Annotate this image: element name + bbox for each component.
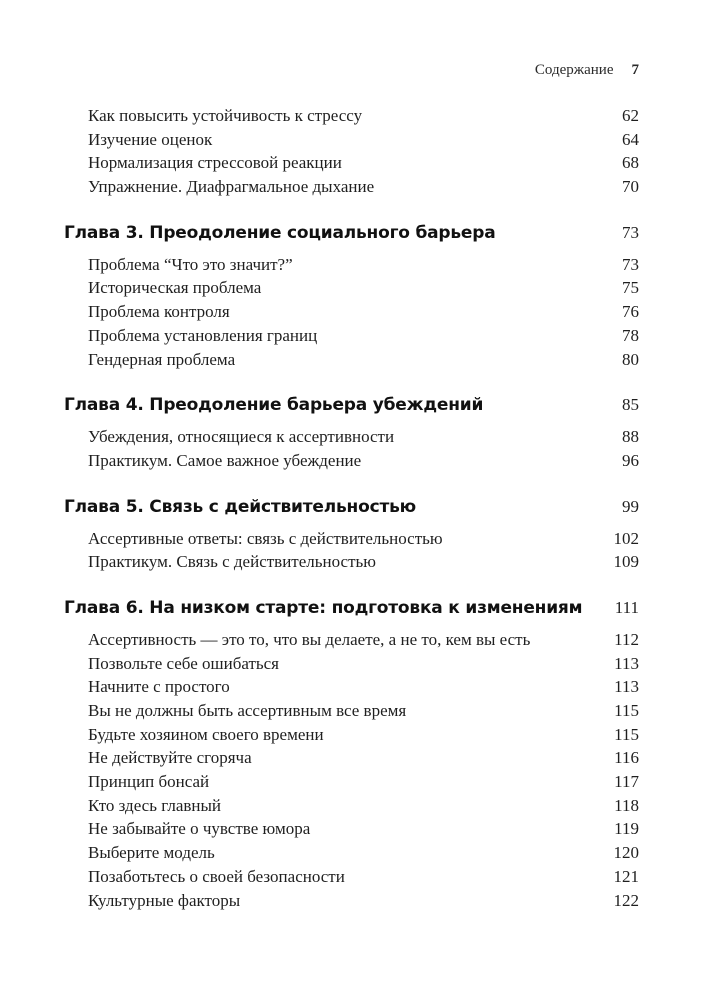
toc-entry xyxy=(64,794,639,818)
toc-entry-title: Как повысить устойчивость к стрессу xyxy=(88,106,363,125)
toc-chapter-heading xyxy=(64,392,639,418)
toc-entry xyxy=(64,348,639,372)
toc-entry xyxy=(64,253,639,277)
toc-chapter-title: Глава 6. На низком старте: подготовка к изменениям xyxy=(64,597,583,618)
toc-entry-title: Гендерная проблема xyxy=(88,349,236,369)
toc-entry-page: 122 xyxy=(613,890,639,910)
toc-entry-title: Кто здесь главный xyxy=(88,795,222,815)
toc-entry-page: 62 xyxy=(622,106,639,125)
toc-chapter-page: 73 xyxy=(622,222,639,242)
toc-entry-page: 73 xyxy=(622,254,639,274)
toc-chapter-title: Глава 4. Преодоление барьера убеждений xyxy=(64,395,484,416)
toc-entry xyxy=(64,324,639,348)
toc-entry-title: Ассертивные ответы: связь с действительностью xyxy=(88,528,443,548)
toc-entry-page: 116 xyxy=(614,748,639,768)
toc-chapter-heading xyxy=(64,595,639,621)
toc-entry-title: Культурные факторы xyxy=(88,890,241,910)
toc-entry-page: 68 xyxy=(622,153,639,173)
toc-entry xyxy=(64,550,639,574)
toc-entry-title: Упражнение. Диафрагмальное дыхание xyxy=(88,177,375,197)
running-head-page-number: 7 xyxy=(631,62,639,78)
toc-entry xyxy=(64,628,639,652)
toc-entry xyxy=(64,276,639,300)
toc-entry-title: Начните с простого xyxy=(88,677,230,697)
toc-entry-page: 120 xyxy=(613,843,639,863)
toc-entry-page: 119 xyxy=(614,819,639,839)
toc-entry xyxy=(64,449,639,473)
toc-entry xyxy=(64,104,639,128)
toc-chapter-page: 111 xyxy=(614,597,639,617)
toc-entry-title: Выберите модель xyxy=(88,843,215,863)
toc-entry-title: Нормализация стрессовой реакции xyxy=(88,153,342,173)
toc-entry xyxy=(64,770,639,794)
toc-entry xyxy=(64,151,639,175)
toc-entry-page: 70 xyxy=(622,177,639,197)
toc-entry xyxy=(64,723,639,747)
toc-entry-page: 80 xyxy=(622,349,639,369)
toc-entry-page: 113 xyxy=(614,677,639,697)
running-head xyxy=(535,62,639,79)
toc-chapter-title: Глава 5. Связь с действительностью xyxy=(64,496,416,517)
toc-entry-title: Не действуйте сгоряча xyxy=(88,748,252,768)
toc-entry-page: 76 xyxy=(622,302,639,322)
toc-entry-title: Будьте хозяином своего времени xyxy=(88,724,324,744)
toc-entry-title: Позвольте себе ошибаться xyxy=(88,653,280,673)
toc-chapter-page: 85 xyxy=(622,395,639,415)
toc-entry xyxy=(64,300,639,324)
toc-entry-page: 115 xyxy=(614,701,639,720)
toc-entry xyxy=(64,841,639,865)
toc-entry-title: Проблема установления границ xyxy=(88,325,318,345)
toc-entry-page: 102 xyxy=(613,528,639,548)
toc-entry-page: 64 xyxy=(622,129,639,149)
toc-entry-page: 109 xyxy=(613,552,639,572)
running-head-title: Содержание xyxy=(534,62,614,78)
toc-entry xyxy=(64,652,639,676)
toc-entry-title: Ассертивность — это то, что вы делаете, а не то, кем вы есть xyxy=(88,629,531,649)
toc-entry xyxy=(64,675,639,699)
toc-entry xyxy=(64,425,639,449)
toc-chapter-heading xyxy=(64,220,639,246)
toc-entry xyxy=(64,527,639,551)
toc-entry xyxy=(64,175,639,199)
toc-chapter-heading xyxy=(64,494,639,520)
toc-entry-title: Не забывайте о чувстве юмора xyxy=(88,819,311,839)
toc-entry xyxy=(64,817,639,841)
toc-entry-page: 75 xyxy=(622,278,639,298)
toc-entry-title: Убеждения, относящиеся к ассертивности xyxy=(88,427,395,447)
toc-entry-title: Вы не должны быть ассертивным все время xyxy=(88,701,407,720)
toc-entry-page: 117 xyxy=(614,772,639,792)
toc-entry xyxy=(64,699,639,723)
table-of-contents xyxy=(64,104,639,912)
toc-entry-title: Историческая проблема xyxy=(88,278,262,298)
toc-entry xyxy=(64,746,639,770)
toc-entry-title: Проблема “Что это значит?” xyxy=(88,254,293,274)
toc-entry-page: 112 xyxy=(614,629,639,649)
toc-entry xyxy=(64,889,639,913)
toc-entry xyxy=(64,128,639,152)
toc-entry-page: 78 xyxy=(622,325,639,345)
toc-chapter-title: Глава 3. Преодоление социального барьера xyxy=(64,222,496,243)
toc-entry-title: Позаботьтесь о своей безопасности xyxy=(88,866,345,886)
toc-entry-page: 88 xyxy=(622,427,639,447)
toc-chapter-page: 99 xyxy=(622,496,639,516)
toc-entry-title: Практикум. Самое важное убеждение xyxy=(88,450,362,470)
toc-entry-page: 118 xyxy=(614,795,639,815)
toc-entry-page: 115 xyxy=(614,724,639,744)
toc-entry-page: 113 xyxy=(614,653,639,673)
toc-entry-title: Изучение оценок xyxy=(88,129,213,149)
toc-entry-title: Принцип бонсай xyxy=(88,772,210,792)
toc-entry-page: 96 xyxy=(622,450,639,470)
toc-entry-title: Проблема контроля xyxy=(88,302,230,322)
toc-entry-page: 121 xyxy=(613,866,639,886)
toc-entry-title: Практикум. Связь с действительностью xyxy=(88,552,376,572)
toc-entry xyxy=(64,865,639,889)
